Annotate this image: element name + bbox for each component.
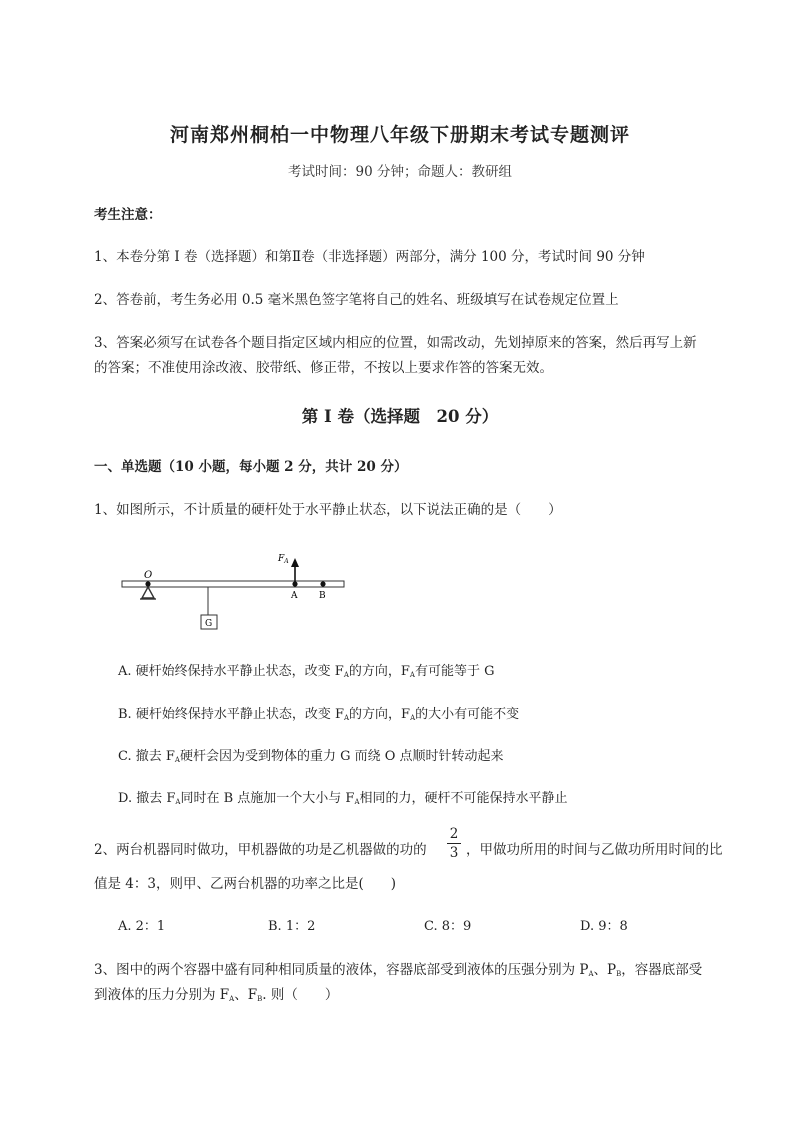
q1-option-a-text-2: 的方向，F xyxy=(348,664,410,679)
q1-option-d-text-2: 同时在 B 点施加一个大小与 F xyxy=(180,791,355,806)
q1-option-c-text-2: 硬杆会因为受到物体的重力 G 而绕 O 点顺时针转动起来 xyxy=(179,749,504,764)
q1-option-d-sub-2: A xyxy=(354,798,360,806)
q1-option-d-text-3: 相同的力，硬杆不可能保持水平静止 xyxy=(359,791,568,806)
page-title: 河南郑州桐柏一中物理八年级下册期末考试专题测评 xyxy=(169,124,630,146)
fulcrum-triangle xyxy=(142,587,154,598)
q3-l2-sub-2: B xyxy=(257,995,263,1003)
q1-option-b-text-1: B. 硬杆始终保持水平静止状态，改变 F xyxy=(118,707,344,722)
q2-stem-b: ，甲做功所用的时间与乙做功所用时间的比 xyxy=(466,842,723,858)
q1-option-c-sub-1: A xyxy=(174,756,180,764)
q2-fraction-denominator: 3 xyxy=(449,845,459,861)
q3-l1-sub-1: A xyxy=(588,970,594,978)
q1-option-d-text-1: D. 撤去 F xyxy=(118,791,176,806)
label-a: A xyxy=(291,591,298,601)
q1-option-b[interactable] xyxy=(118,703,519,722)
label-fa-sub: A xyxy=(284,558,289,565)
label-g: G xyxy=(205,619,213,629)
q2-stem-a: 2、两台机器同时做功，甲机器做的功是乙机器做的功的 xyxy=(94,842,427,858)
q3-l2-sub-1: A xyxy=(229,995,235,1003)
q2-choice-a[interactable]: A. 2：1 xyxy=(118,919,166,934)
q1-option-c[interactable] xyxy=(118,745,504,764)
point-a xyxy=(292,581,297,586)
q1-option-c-text-1: C. 撤去 F xyxy=(118,749,175,764)
label-b: B xyxy=(319,591,326,601)
part-heading: 一、单选题（10 小题，每小题 2 分，共计 20 分） xyxy=(94,459,408,475)
force-fa-arrowhead xyxy=(291,558,299,567)
notice-item-2: 2、答卷前，考生务必用 0.5 毫米黑色签字笔将自己的姓名、班级填写在试卷规定位置上 xyxy=(94,292,619,308)
notice-heading: 考生注意： xyxy=(94,207,162,223)
q3-stem-line-1 xyxy=(94,958,702,978)
q1-option-d-sub-1: A xyxy=(175,798,181,806)
notice-item-3-line-1: 3、答案必须写在试卷各个题目指定区域内相应的位置，如需改动，先划掉原来的答案，然后再写上新 xyxy=(94,335,697,351)
q2-choice-d[interactable]: D. 9：8 xyxy=(580,919,628,934)
q2-choice-b[interactable]: B. 1：2 xyxy=(268,919,316,934)
notice-item-1: 1、本卷分第 I 卷（选择题）和第Ⅱ卷（非选择题）两部分，满分 100 分，考试时间 90 分钟 xyxy=(94,249,645,265)
q1-stem: 1、如图所示，不计质量的硬杆处于水平静止状态，以下说法正确的是（ ） xyxy=(94,502,562,518)
q2-choice-c[interactable]: C. 8：9 xyxy=(424,919,472,934)
q3-l2-text-1: 到液体的压力分别为 F xyxy=(94,987,230,1003)
q3-l1-text-2: 、P xyxy=(593,962,617,978)
q3-l1-sub-2: B xyxy=(616,970,622,978)
q1-option-d[interactable] xyxy=(118,787,568,806)
q1-option-a-text-1: A. 硬杆始终保持水平静止状态，改变 F xyxy=(118,664,344,679)
q1-option-b-text-3: 的大小有可能不变 xyxy=(415,707,520,722)
lever-bar xyxy=(122,581,344,587)
q3-l1-text-3: ，容器底部受 xyxy=(621,962,703,978)
q3-stem-line-2 xyxy=(94,983,338,1003)
q1-option-b-sub-1: A xyxy=(343,714,350,722)
label-o: O xyxy=(144,570,153,581)
q1-option-a[interactable] xyxy=(118,660,495,679)
q2-fraction-bar xyxy=(447,843,461,844)
q3-l1-text-1: 3、图中的两个容器中盛有同种相同质量的液体，容器底部受到液体的压强分别为 P xyxy=(94,962,589,978)
q1-option-a-sub-2: A xyxy=(409,671,415,679)
q2-fraction xyxy=(447,826,461,861)
label-fa xyxy=(277,554,289,565)
q1-option-a-sub-1: A xyxy=(343,671,349,679)
notice-item-3-line-2: 的答案；不准使用涂改液、胶带纸、修正带，不按以上要求作答的答案无效。 xyxy=(94,360,553,376)
q1-option-a-text-3: 有可能等于 G xyxy=(414,664,495,679)
label-fa-main: F xyxy=(278,554,285,564)
section-title: 第 I 卷（选择题 20 分） xyxy=(301,407,499,426)
point-b xyxy=(320,581,325,586)
q2-fraction-numerator: 2 xyxy=(449,826,459,842)
q3-l2-text-2: 、F xyxy=(234,987,258,1003)
q1-lever-figure xyxy=(110,540,370,640)
q1-option-b-text-2: 的方向，F xyxy=(349,707,411,722)
page-subtitle: 考试时间：90 分钟；命题人：教研组 xyxy=(288,164,512,180)
q2-stem-c: 值是 4：3，则甲、乙两台机器的功率之比是( ) xyxy=(94,876,397,892)
q1-option-b-sub-2: A xyxy=(410,714,416,722)
q3-l2-text-3: . 则（ ） xyxy=(262,987,339,1003)
